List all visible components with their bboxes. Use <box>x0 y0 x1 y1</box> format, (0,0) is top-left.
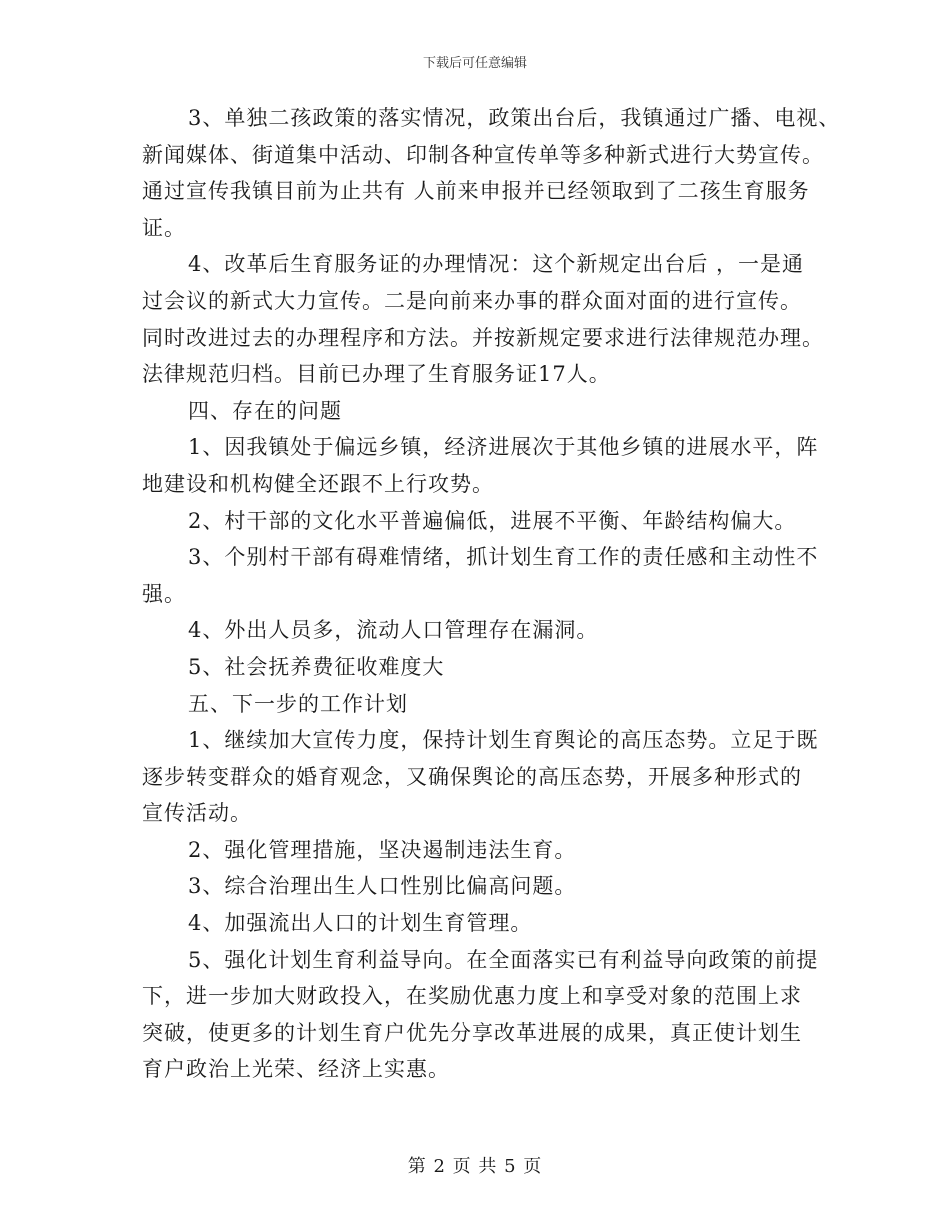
text-line: 4、改革后生育服务证的办理情况：这个新规定出台后 ，一是通 <box>188 252 805 277</box>
text-line: 2、强化管理措施，坚决遏制违法生育。 <box>188 837 577 862</box>
text-line: 2、村干部的文化水平普遍偏低，进展不平衡、年龄结构偏大。 <box>188 508 797 533</box>
text-line: 逐步转变群众的婚育观念，又确保舆论的高压态势，开展多种形式的 <box>142 764 802 789</box>
text-line: 5、强化计划生育利益导向。在全面落实已有利益导向政策的前提 <box>188 947 819 972</box>
document-body <box>142 100 841 1088</box>
text-line: 育户政治上光荣、经济上实惠。 <box>142 1057 450 1082</box>
text-line: 1、因我镇处于偏远乡镇，经济进展次于其他乡镇的进展水平，阵 <box>188 435 819 460</box>
text-line: 同时改进过去的办理程序和方法。并按新规定要求进行法律规范办理。 <box>142 325 824 350</box>
text-line: 3、个别村干部有碍难情绪，抓计划生育工作的责任感和主动性不 <box>188 545 819 570</box>
text-line: 1、继续加大宣传力度，保持计划生育舆论的高压态势。立足于既 <box>188 728 819 753</box>
page-header-note: 下载后可任意编辑 <box>422 56 527 71</box>
text-line: 法律规范归档。目前已办理了生育服务证17人。 <box>142 362 611 387</box>
text-line: 4、加强流出人口的计划生育管理。 <box>188 911 533 936</box>
text-line: 5、社会抚养费征收难度大 <box>188 654 445 679</box>
text-line: 4、外出人员多，流动人口管理存在漏洞。 <box>188 618 599 643</box>
text-line: 新闻媒体、街道集中活动、印制各种宣传单等多种新式进行大势宣传。 <box>142 142 824 167</box>
page-number-footer: 第 2 页 共 5 页 <box>407 1156 543 1177</box>
section-heading: 四、存在的问题 <box>188 398 342 423</box>
text-line: 地建设和机构健全还跟不上行攻势。 <box>142 471 494 496</box>
text-line: 过会议的新式大力宣传。二是向前来办事的群众面对面的进行宣传。 <box>142 288 802 313</box>
text-line: 3、综合治理出生人口性别比偏高问题。 <box>188 874 577 899</box>
section-heading: 五、下一步的工作计划 <box>188 691 408 716</box>
text-line: 强。 <box>142 581 186 606</box>
text-line: 突破，使更多的计划生育户优先分享改革进展的成果，真正使计划生 <box>142 1020 802 1045</box>
text-line: 宣传活动。 <box>142 801 252 826</box>
text-line: 通过宣传我镇目前为止共有 人前来申报并已经领取到了二孩生育服务 <box>142 179 810 204</box>
text-line: 3、单独二孩政策的落实情况，政策出台后，我镇通过广播、电视、 <box>188 106 841 130</box>
text-line: 下，进一步加大财政投入，在奖励优惠力度上和享受对象的范围上求 <box>142 984 802 1009</box>
text-line: 证。 <box>142 215 186 240</box>
